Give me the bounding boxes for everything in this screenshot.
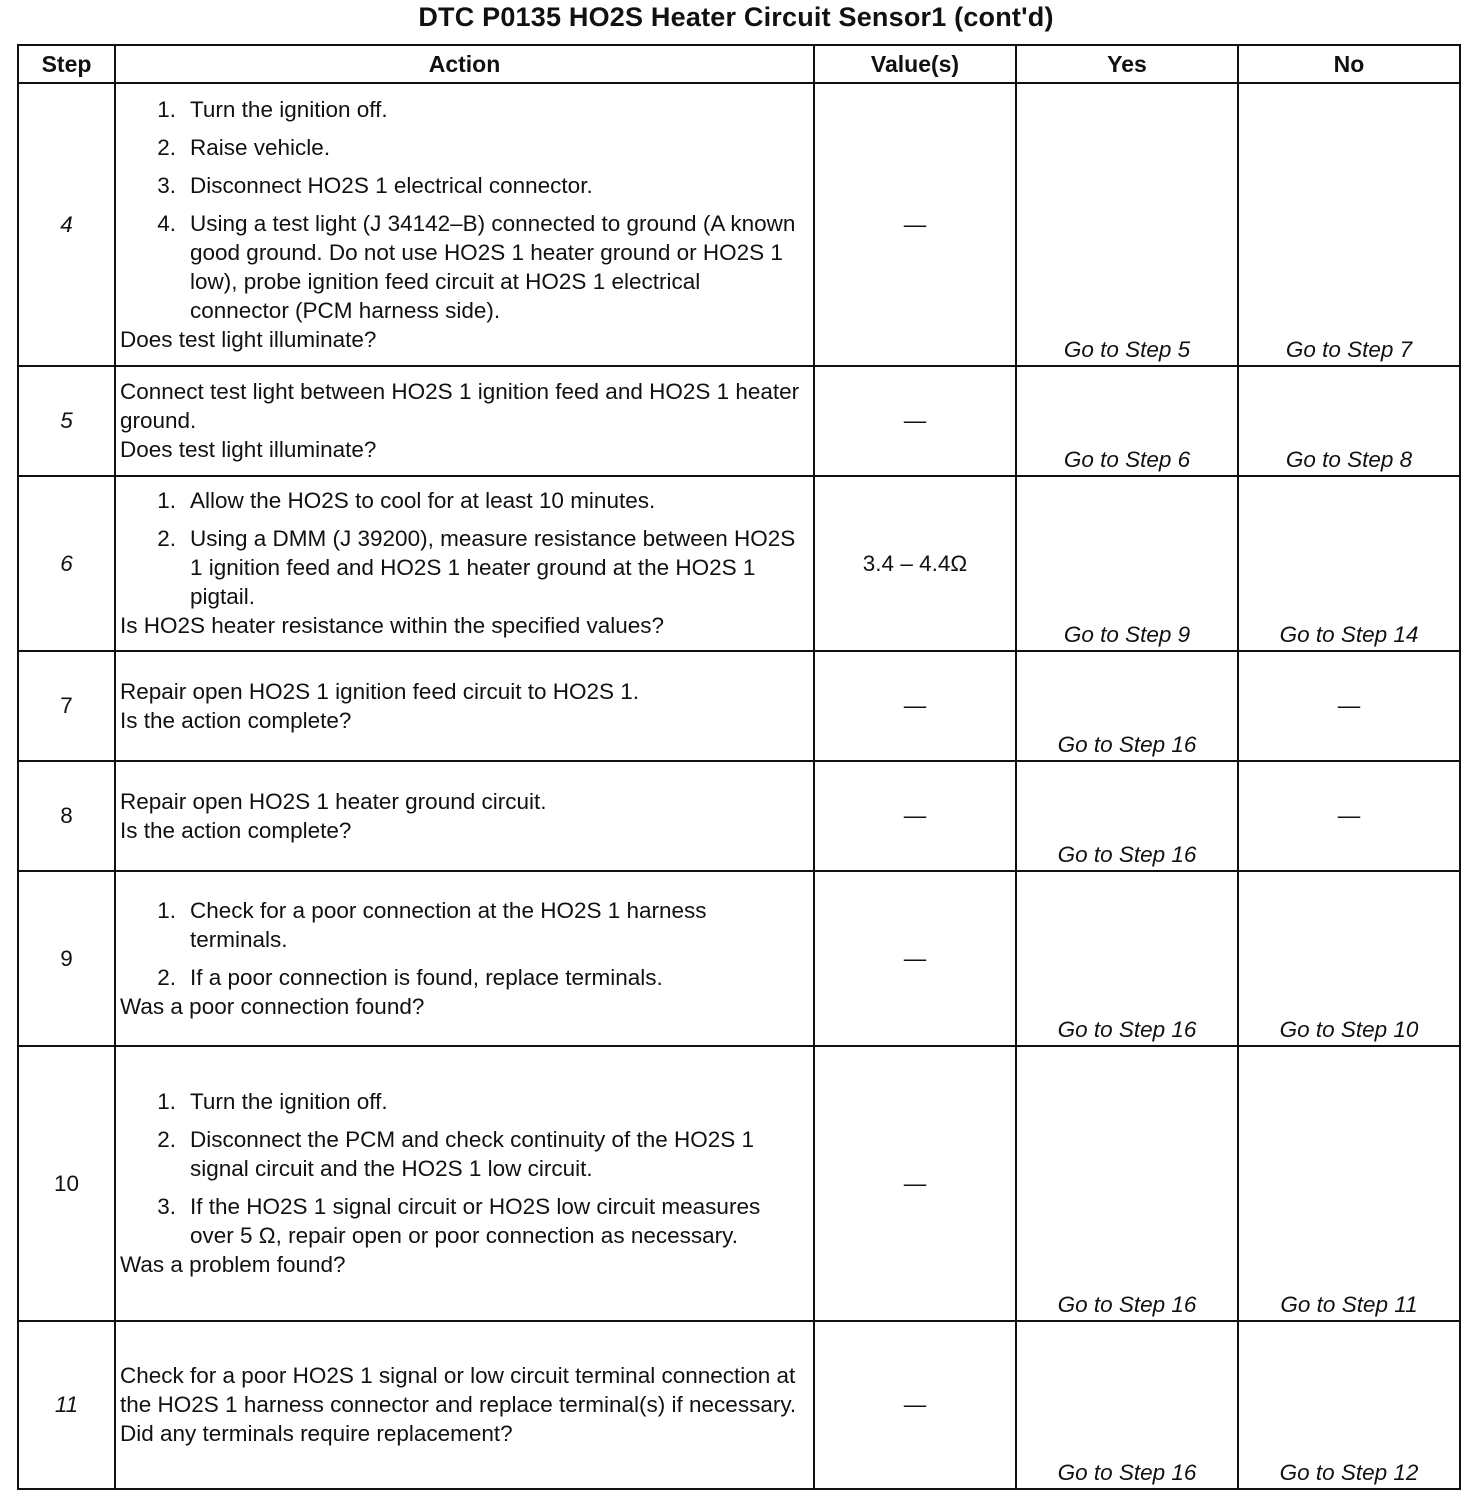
action-text: Check for a poor HO2S 1 signal or low circuit terminal connection at the HO2S 1 harness connector and replace terminal(s) if necessary. xyxy=(120,1363,797,1417)
list-item xyxy=(120,896,805,954)
list-item xyxy=(120,1192,805,1250)
item-number: 1. xyxy=(157,1089,176,1114)
no-cell xyxy=(1238,1321,1460,1489)
action-cell xyxy=(115,1321,814,1489)
action-cell xyxy=(115,871,814,1046)
no-cell xyxy=(1238,871,1460,1046)
table-row xyxy=(18,476,1460,651)
item-number: 2. xyxy=(157,1127,176,1152)
action-list xyxy=(120,95,805,325)
page-title: DTC P0135 HO2S Heater Circuit Sensor1 (cont'd) xyxy=(418,2,1054,32)
step-number: 10 xyxy=(18,1046,115,1321)
value-cell: — xyxy=(814,1046,1016,1321)
action-list xyxy=(120,896,805,992)
table-row xyxy=(18,1321,1460,1489)
no-value: — xyxy=(1337,693,1361,718)
item-number: 4. xyxy=(157,210,176,236)
list-item xyxy=(120,1087,805,1116)
question-text: Did any terminals require replacement? xyxy=(120,1421,513,1446)
list-item xyxy=(120,524,805,611)
table-row xyxy=(18,871,1460,1046)
table-row xyxy=(18,83,1460,366)
no-cell xyxy=(1238,651,1460,761)
item-text: Turn the ignition off. xyxy=(190,1089,388,1114)
header-action: Action xyxy=(115,45,814,83)
yes-link: Go to Step 5 xyxy=(1063,337,1191,362)
item-number: 1. xyxy=(157,897,176,923)
yes-cell xyxy=(1016,1321,1238,1489)
table-row xyxy=(18,366,1460,476)
question-text: Is HO2S heater resistance within the specified values? xyxy=(120,613,665,638)
action-text: Repair open HO2S 1 heater ground circuit. xyxy=(120,788,547,814)
table-row xyxy=(18,1046,1460,1321)
step-number: 6 xyxy=(18,476,115,651)
item-number: 2. xyxy=(157,964,176,990)
item-text: If a poor connection is found, replace terminals. xyxy=(190,964,663,990)
action-list xyxy=(120,486,805,611)
action-cell xyxy=(115,476,814,651)
no-link: Go to Step 7 xyxy=(1285,337,1413,362)
item-text: Disconnect the PCM and check continuity of the HO2S 1 signal circuit and the HO2S 1 low circuit. xyxy=(190,1127,755,1181)
header-values: Value(s) xyxy=(814,45,1016,83)
action-text: Connect test light between HO2S 1 ignition feed and HO2S 1 heater ground. xyxy=(120,379,800,433)
yes-cell xyxy=(1016,83,1238,366)
step-number: 5 xyxy=(18,366,115,476)
yes-cell xyxy=(1016,761,1238,871)
item-text: Turn the ignition off. xyxy=(190,96,388,122)
list-item xyxy=(120,486,805,515)
item-text: Using a test light (J 34142–B) connected to ground (A known good ground. Do not use HO2S 1 heater ground or HO2S 1 low), probe ignition feed circuit at HO2S 1 electrical connector (PCM harness side). xyxy=(190,210,796,323)
value-cell: — xyxy=(814,1321,1016,1489)
yes-link: Go to Step 16 xyxy=(1057,1017,1197,1042)
header-step: Step xyxy=(18,45,115,83)
diagnostic-table xyxy=(17,44,1461,1490)
no-cell xyxy=(1238,366,1460,476)
yes-link: Go to Step 16 xyxy=(1057,1460,1197,1485)
action-cell xyxy=(115,1046,814,1321)
yes-cell xyxy=(1016,871,1238,1046)
question-text: Was a problem found? xyxy=(120,1252,346,1277)
no-cell xyxy=(1238,761,1460,871)
header-row xyxy=(18,45,1460,83)
list-item xyxy=(120,95,805,124)
yes-link: Go to Step 16 xyxy=(1057,732,1197,757)
no-link: Go to Step 8 xyxy=(1285,447,1413,472)
header-no: No xyxy=(1238,45,1460,83)
step-number: 4 xyxy=(18,83,115,366)
no-link: Go to Step 11 xyxy=(1280,1292,1418,1317)
step-number: 11 xyxy=(18,1321,115,1489)
step-number: 8 xyxy=(18,761,115,871)
yes-link: Go to Step 6 xyxy=(1063,447,1191,472)
item-text: If the HO2S 1 signal circuit or HO2S low circuit measures over 5 Ω, repair open or poor connection as necessary. xyxy=(190,1194,761,1248)
item-number: 2. xyxy=(157,134,176,160)
table-row xyxy=(18,651,1460,761)
step-number: 9 xyxy=(18,871,115,1046)
item-text: Using a DMM (J 39200), measure resistance between HO2S 1 ignition feed and HO2S 1 heater ground at the HO2S 1 pigtail. xyxy=(190,526,796,609)
action-cell xyxy=(115,761,814,871)
list-item xyxy=(120,171,805,200)
item-number: 1. xyxy=(157,96,176,122)
yes-link: Go to Step 16 xyxy=(1057,1292,1197,1317)
yes-cell xyxy=(1016,651,1238,761)
item-number: 3. xyxy=(157,172,176,198)
question-text: Is the action complete? xyxy=(120,817,352,843)
item-text: Allow the HO2S to cool for at least 10 minutes. xyxy=(190,488,656,513)
action-cell xyxy=(115,366,814,476)
item-text: Disconnect HO2S 1 electrical connector. xyxy=(190,172,593,198)
question-text: Does test light illuminate? xyxy=(120,326,377,352)
action-cell xyxy=(115,83,814,366)
yes-cell xyxy=(1016,366,1238,476)
question-text: Is the action complete? xyxy=(120,707,352,733)
no-cell xyxy=(1238,1046,1460,1321)
value-cell: — xyxy=(814,366,1016,476)
list-item xyxy=(120,1125,805,1183)
item-text: Check for a poor connection at the HO2S 1 harness terminals. xyxy=(190,897,707,952)
value-cell: — xyxy=(814,871,1016,1046)
no-link: Go to Step 10 xyxy=(1279,1017,1419,1042)
step-number: 7 xyxy=(18,651,115,761)
no-link: Go to Step 14 xyxy=(1279,622,1419,647)
item-number: 3. xyxy=(157,1194,176,1219)
yes-cell xyxy=(1016,1046,1238,1321)
no-cell xyxy=(1238,83,1460,366)
yes-link: Go to Step 16 xyxy=(1057,842,1197,867)
list-item xyxy=(120,963,805,992)
no-value: — xyxy=(1337,803,1361,828)
no-link: Go to Step 12 xyxy=(1279,1460,1419,1485)
list-item xyxy=(120,133,805,162)
value-cell: — xyxy=(814,651,1016,761)
question-text: Was a poor connection found? xyxy=(120,993,425,1019)
value-cell: — xyxy=(814,761,1016,871)
yes-link: Go to Step 9 xyxy=(1063,622,1191,647)
yes-cell xyxy=(1016,476,1238,651)
action-text: Repair open HO2S 1 ignition feed circuit to HO2S 1. xyxy=(120,678,640,704)
table-row xyxy=(18,761,1460,871)
item-number: 2. xyxy=(157,526,176,551)
value-cell: — xyxy=(814,83,1016,366)
header-yes: Yes xyxy=(1016,45,1238,83)
question-text: Does test light illuminate? xyxy=(120,437,377,462)
item-number: 1. xyxy=(157,488,176,513)
no-cell xyxy=(1238,476,1460,651)
item-text: Raise vehicle. xyxy=(190,134,331,160)
list-item xyxy=(120,209,805,325)
action-cell xyxy=(115,651,814,761)
value-cell: 3.4 – 4.4Ω xyxy=(814,476,1016,651)
action-list xyxy=(120,1087,805,1250)
